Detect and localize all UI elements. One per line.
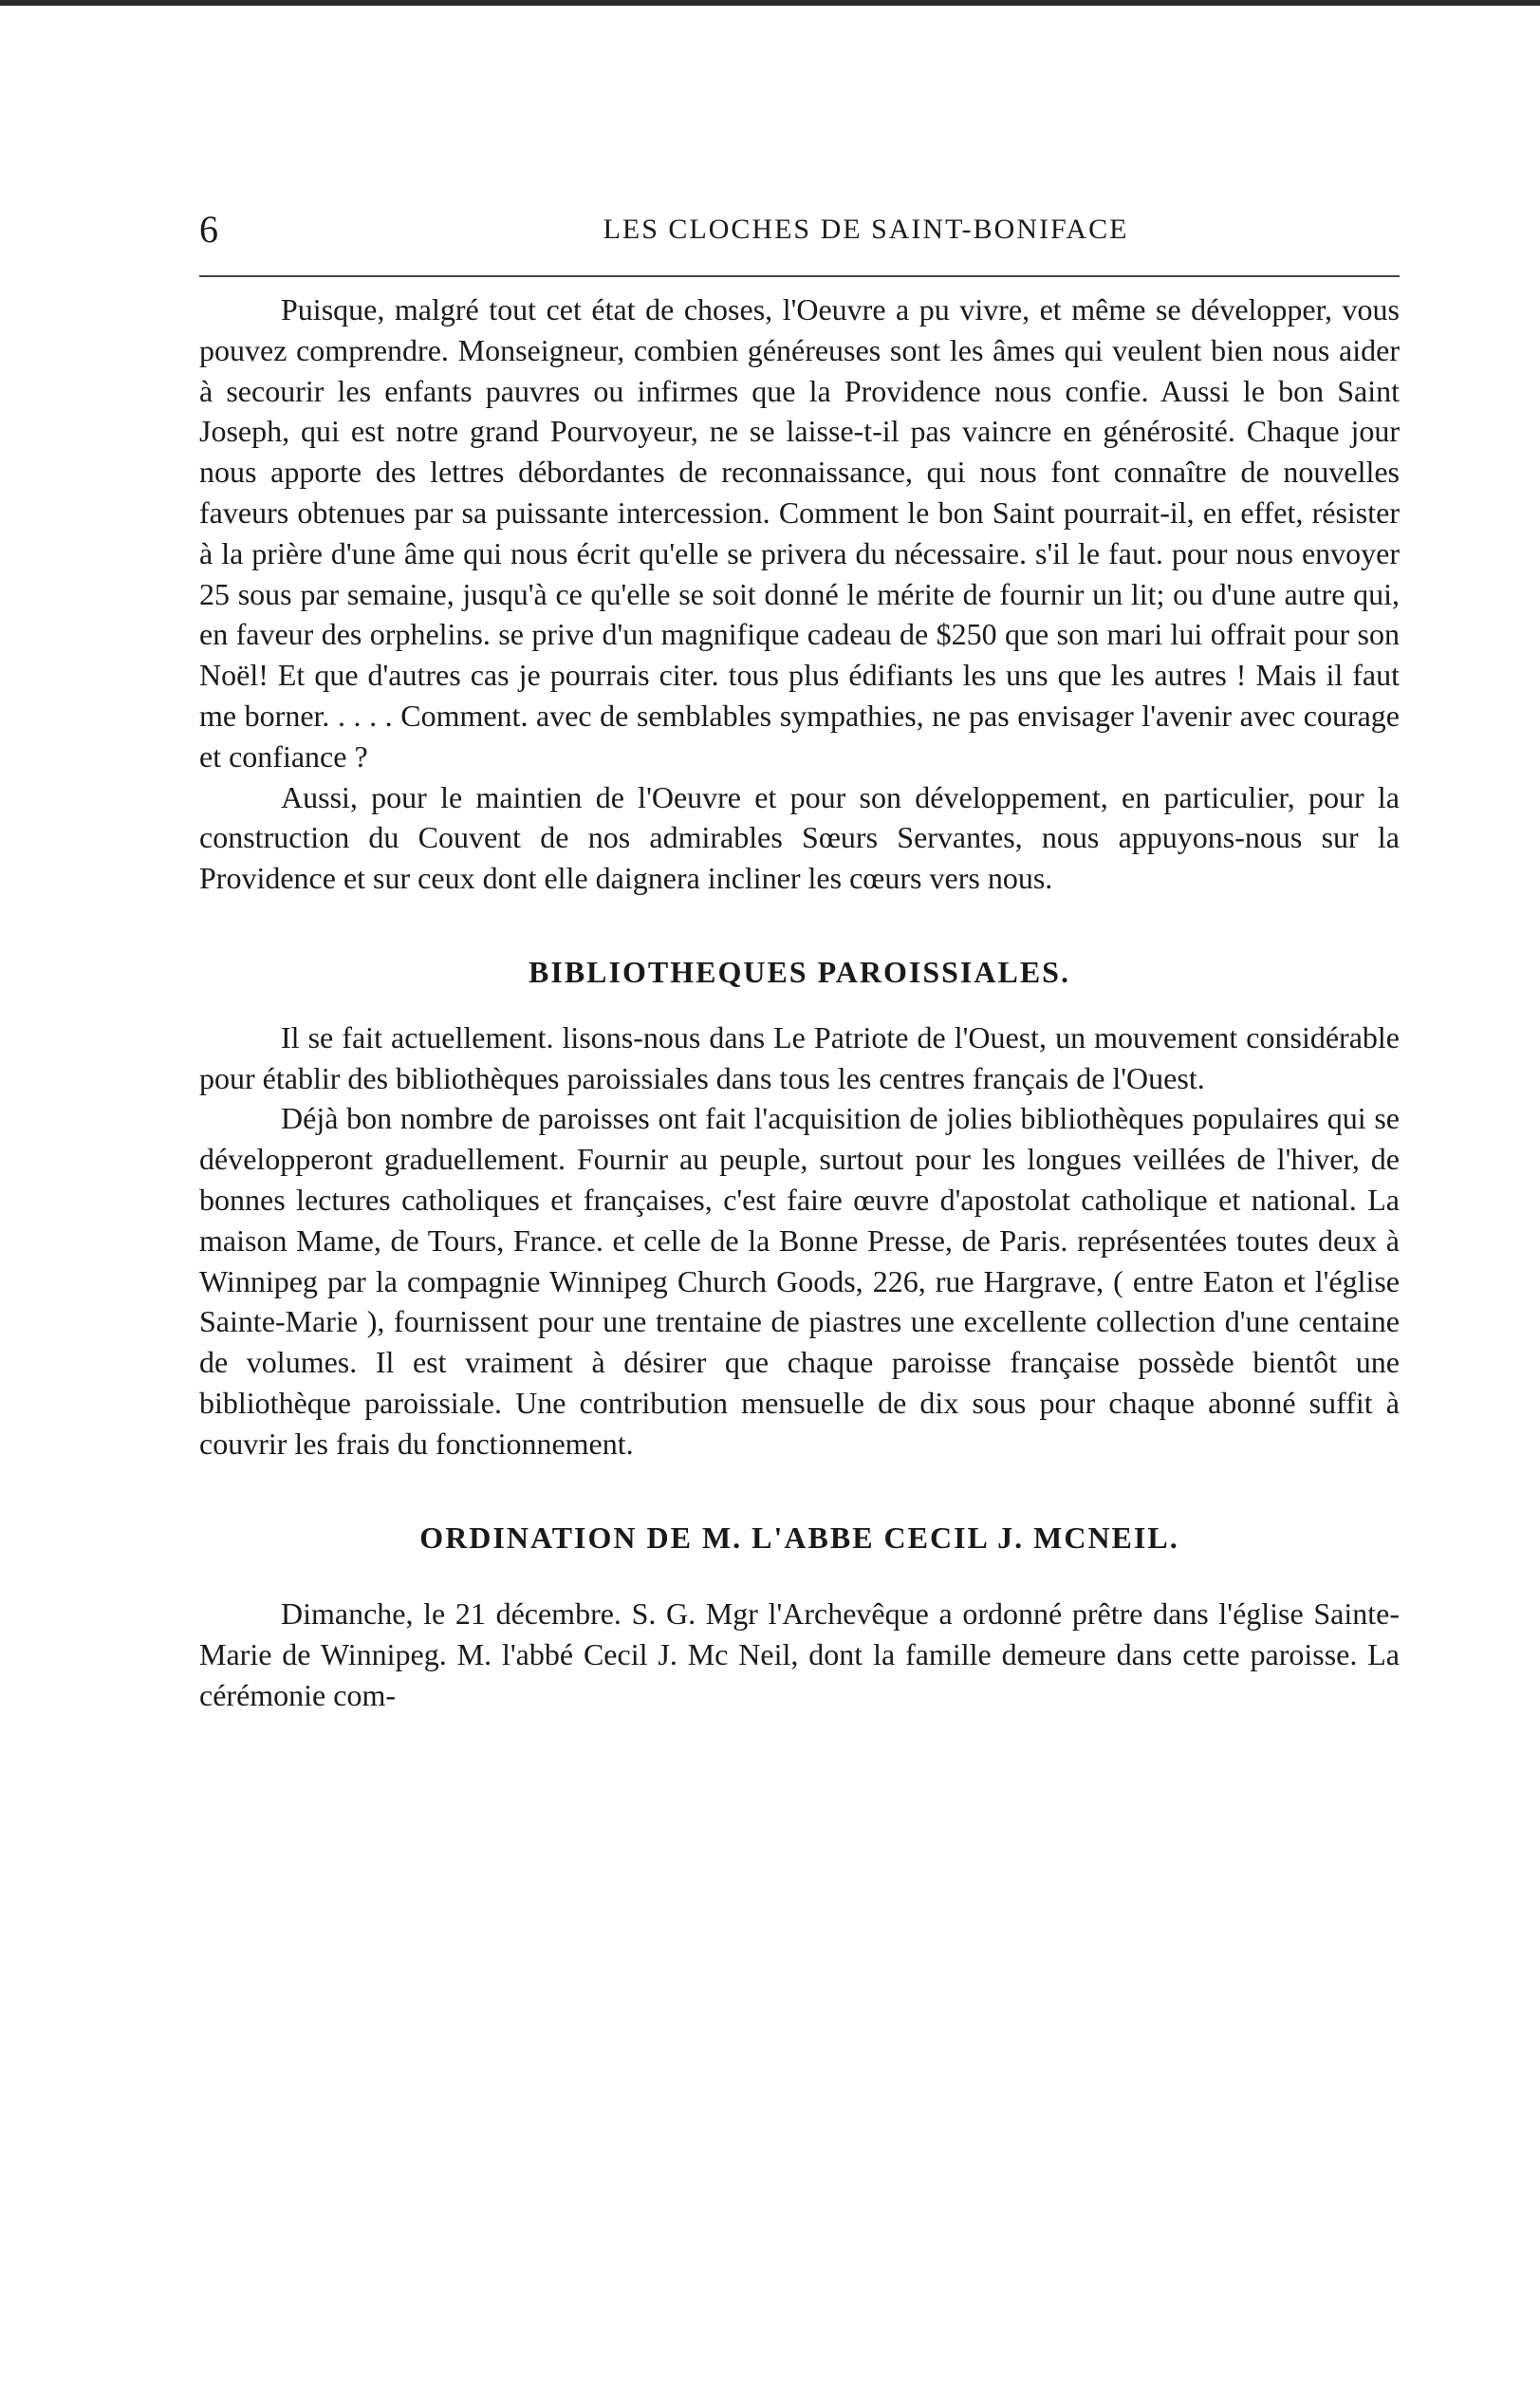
paragraph: Il se fait actuellement. lisons-nous dans Le Patriote de l'Ouest, un mouvement considérable pour établir des bibliothèques paroissiales dans tous les centres français de l'Ouest.: [199, 1019, 1400, 1095]
page-header: [199, 201, 1400, 258]
spacer: [199, 899, 1400, 952]
spacer: [199, 993, 1400, 1017]
paragraph: Aussi, pour le maintien de l'Oeuvre et pour son développement, en particulier, pour la construction du Couvent de nos admirables Sœurs Servantes, nous appuyons-nous sur la Providence et sur ceux dont elle daignera incliner les cœurs vers nous.: [199, 779, 1400, 896]
header-rule: [199, 275, 1400, 277]
spacer: [199, 1558, 1400, 1594]
spacer: [199, 1465, 1400, 1518]
page-top-edge: [0, 0, 1540, 6]
section-heading-bibliotheques: BIBLIOTHEQUES PAROISSIALES.: [529, 954, 1070, 989]
paragraph: Puisque, malgré tout cet état de choses, l'Oeuvre a pu vivre, et même se développer, vous pouvez comprendre. Monseigneur, combien généreuses sont les âmes qui veulent bien nous aider à secourir les enfants pauvres ou infirmes que la Providence nous confie. Aussi le bon Saint Joseph, qui est notre grand Pourvoyeur, ne se laisse-t-il pas vaincre en générosité. Chaque jour nous apporte des lettres débordantes de reconnaissance, qui nous font connaître de nouvelles faveurs obtenues par sa puissante intercession. Comment le bon Saint pourrait-il, en effet, résister à la prière d'une âme qui nous écrit qu'elle se privera du nécessaire. s'il le faut. pour nous envoyer 25 sous par semaine, jusqu'à ce qu'elle se soit donné le mérite de fournir un lit; ou d'une autre qui, en faveur des orphelins. se prive d'un magnifique cadeau de $250 que son mari lui offrait pour son Noël! Et que d'autres cas je pourrais citer. tous plus édifiants les uns que les autres ! Mais il faut me borner. . . . . Comment. avec de semblables sympathies, ne pas envisager l'avenir avec courage et confiance ?: [199, 292, 1400, 774]
paragraph: Déjà bon nombre de paroisses ont fait l'acquisition de jolies bibliothèques populaires qui se développeront graduellement. Fournir au peuple, surtout pour les longues veillées de l'hiver, de bonnes lectures catholiques et françaises, c'est faire œuvre d'apostolat catholique et national. La maison Mame, de Tours, France. et celle de la Bonne Presse, de Paris. représentées toutes deux à Winnipeg par la compagnie Winnipeg Church Goods, 226, rue Hargrave, ( entre Eaton et l'église Sainte-Marie ), fournissent pour une trentaine de piastres une excellente collection d'une centaine de volumes. Il est vraiment à désirer que chaque paroisse française possède bientôt une bibliothèque paroissiale. Une contribution mensuelle de dix sous pour chaque abonné suffit à couvrir les frais du fonctionnement.: [199, 1101, 1400, 1461]
running-title: LES CLOCHES DE SAINT-BONIFACE: [603, 214, 1129, 245]
paragraph: Dimanche, le 21 décembre. S. G. Mgr l'Archevêque a ordonné prêtre dans l'église Sainte-Marie de Winnipeg. M. l'abbé Cecil J. Mc Neil, dont la famille demeure dans cette paroisse. La cérémonie com-: [199, 1596, 1400, 1712]
section-heading-ordination: ORDINATION DE M. L'ABBE CECIL J. MCNEIL.: [419, 1520, 1179, 1555]
page-number: 6: [199, 208, 218, 251]
body-text: [199, 289, 1400, 1716]
